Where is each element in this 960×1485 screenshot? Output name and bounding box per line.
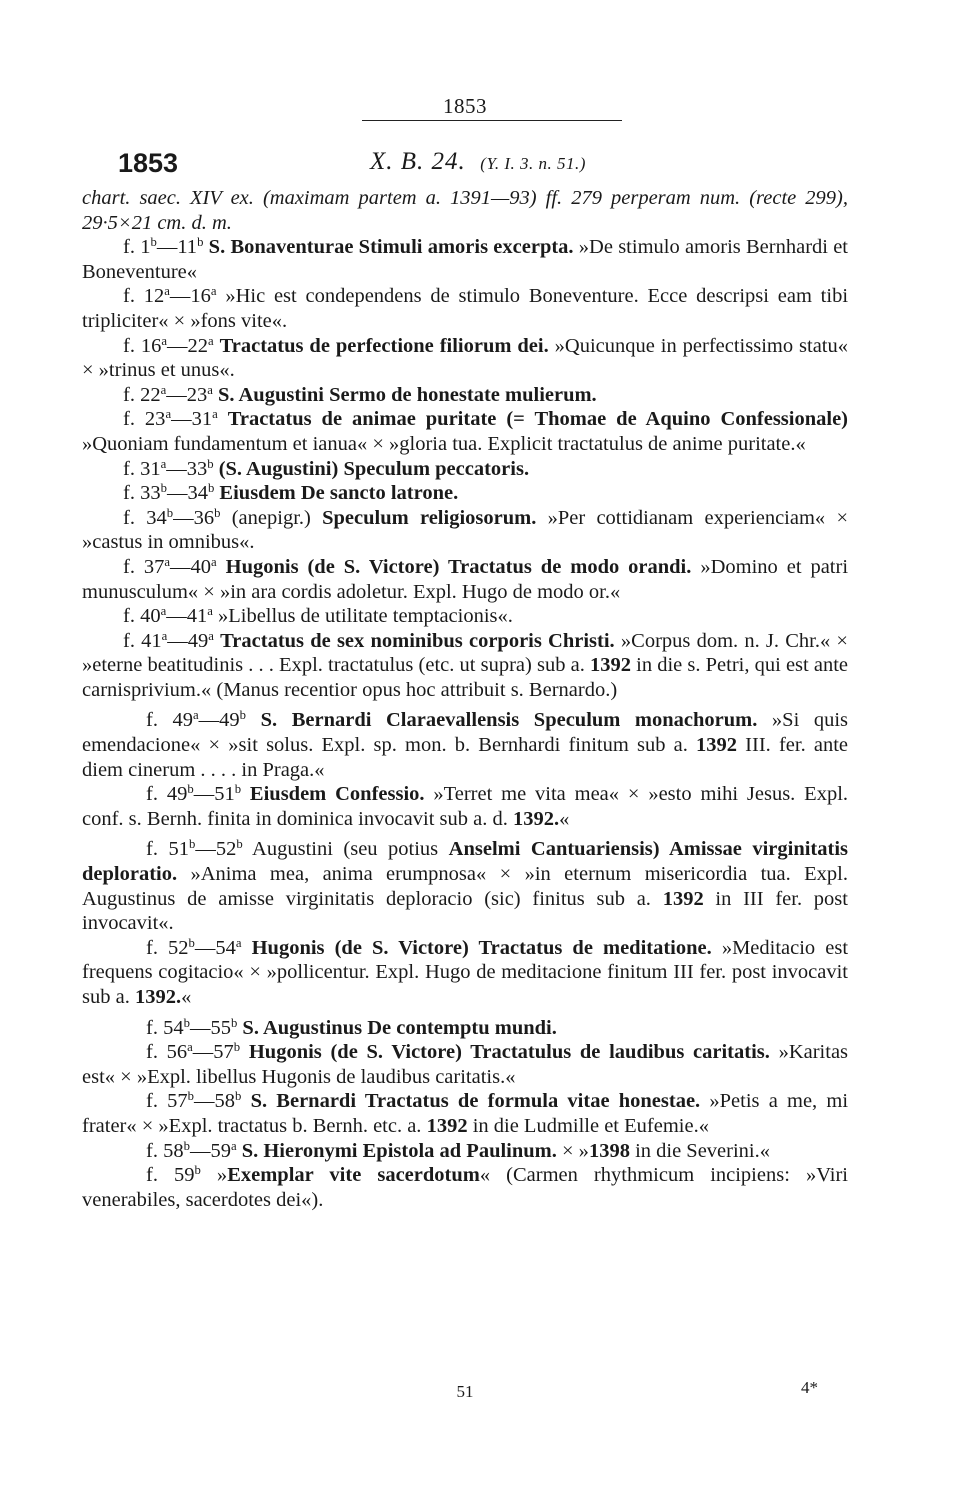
- entry-text: »De stimulo amoris Bernhardi et Boneventure«: [82, 236, 848, 283]
- folio-side: a: [160, 382, 167, 397]
- folio-side: a: [164, 284, 170, 299]
- folio-side: b: [166, 505, 174, 520]
- entry-title: S. Hieronymi Epistola ad Paulinum.: [241, 1139, 557, 1162]
- shelfmark: [370, 148, 586, 176]
- folio-side: b: [183, 1138, 190, 1153]
- entry-title: Eiusdem Confessio.: [249, 783, 425, 806]
- signature-mark: 4*: [801, 1378, 818, 1397]
- folio-side: a: [160, 604, 167, 619]
- shelfmark-current: X. B. 24.: [370, 148, 466, 175]
- entry-text: [240, 1041, 249, 1063]
- folio-side: a: [161, 628, 168, 643]
- entry-text: f. 57: [146, 1090, 188, 1113]
- shelfmark-old: (Y. I. 3. n. 51.): [480, 154, 586, 173]
- entry-title: (S. Augustini) Speculum peccatoris.: [218, 457, 530, 480]
- manuscript-description: [82, 186, 848, 1212]
- folio-side: a: [208, 628, 214, 643]
- entry-text: [242, 937, 252, 959]
- entry-text: III. fer. ante diem cinerum . . . . in Praga.«: [82, 734, 849, 781]
- folio-side: b: [188, 837, 196, 852]
- content-entry: [82, 782, 848, 831]
- entry-text: —41: [166, 605, 208, 628]
- entry-text: f. 56: [146, 1041, 188, 1064]
- entry-text: »Karitas est« × »Expl. libellus Hugonis de laudibus caritatis.«: [82, 1041, 849, 1088]
- entry-title: 1392.: [512, 807, 560, 830]
- content-entry: [82, 506, 848, 555]
- entry-text: f. 1: [123, 236, 151, 259]
- folio-side: a: [207, 382, 213, 397]
- folio-side: b: [187, 1089, 195, 1104]
- entry-text: »Domino et patri munusculum« × »in ara cordis adoletur. Expl. Hugo de modo or.«: [82, 555, 849, 603]
- folio-side: b: [160, 481, 167, 496]
- entry-text: f. 23: [123, 408, 166, 431]
- entry-text: f. 12: [123, 285, 165, 308]
- entry-title: Eiusdem De sancto latrone.: [219, 482, 459, 505]
- folio-side: a: [208, 333, 214, 348]
- entry-title: Exemplar vite sacerdotum: [227, 1164, 480, 1187]
- content-entry: [82, 383, 848, 408]
- entry-text: «: [559, 807, 570, 830]
- folio-side: b: [236, 837, 243, 852]
- entry-text: —49: [198, 709, 240, 732]
- folio-side: a: [187, 1040, 193, 1055]
- content-entry: [82, 1089, 848, 1138]
- manuscript-heading: [82, 148, 848, 182]
- folio-side: b: [207, 481, 215, 496]
- entry-text: [246, 709, 261, 731]
- entry-title: 1392: [589, 654, 631, 677]
- entry-text: f. 51: [146, 838, 189, 861]
- entry-text: f. 52: [146, 936, 189, 959]
- entry-text: »Libellus de utilitate temptacionis«.: [212, 605, 513, 628]
- entry-title: S. Bonaventurae Stimuli amoris excerpta.: [208, 236, 574, 259]
- entry-text: —23: [166, 383, 208, 406]
- entry-title: Hugonis (de S. Victore) Tractatus de modo orandi.: [225, 555, 692, 578]
- entry-text: f. 22: [123, 383, 161, 406]
- entry-text: »Petis a me, mi frater« × »Expl. tractatus b. Bernh. etc. a.: [82, 1090, 849, 1137]
- entry-text: × »: [556, 1139, 589, 1162]
- content-entry: [82, 936, 848, 1010]
- folio-side: a: [164, 554, 171, 569]
- entry-title: 1392: [426, 1114, 468, 1137]
- entry-text: —55: [189, 1016, 231, 1039]
- folio-side: a: [207, 604, 213, 619]
- page: [82, 0, 848, 1485]
- contents-list: [82, 235, 848, 1212]
- entry-text: [218, 408, 228, 430]
- folio-side: b: [183, 1015, 190, 1030]
- content-entry: [82, 481, 848, 506]
- entry-text: »Terret me vita mea« × »esto mihi Jesus. Expl. conf. s. Bernh. finita in dominica invocavit sub a. d.: [82, 783, 849, 830]
- entry-text: in die Severini.«: [629, 1139, 770, 1162]
- entry-text: Augustini (seu potius: [242, 838, 449, 861]
- entry-text: —59: [189, 1139, 231, 1162]
- entry-title: S. Augustini Sermo de honestate mulierum.: [217, 383, 597, 406]
- folio-side: b: [230, 1015, 238, 1030]
- entry-text: —31: [171, 408, 213, 431]
- content-entry: [82, 407, 848, 456]
- entry-title: S. Bernardi Claraevallensis Speculum monachorum.: [260, 709, 758, 732]
- entry-text: —36: [173, 506, 215, 529]
- folio-side: a: [230, 1138, 237, 1153]
- entry-text: «: [181, 986, 192, 1008]
- entry-text: f. 31: [123, 457, 161, 480]
- folio-side: a: [161, 333, 168, 348]
- folio-side: b: [194, 1163, 201, 1178]
- content-entry: [82, 334, 848, 383]
- entry-text: in III fer. post invocavit«.: [82, 887, 848, 935]
- entry-text: —40: [170, 555, 212, 578]
- folio-side: b: [214, 505, 221, 520]
- manuscript-number: 1853: [118, 148, 179, 178]
- folio-side: b: [235, 1089, 242, 1104]
- entry-title: 1392.: [134, 986, 182, 1008]
- content-entry: [82, 1040, 848, 1089]
- content-entry: [82, 555, 848, 604]
- entry-text: »Hic est condependens de stimulo Boneventure. Ecce descripsi eam tibi tripliciter« × »fons vite«.: [82, 285, 849, 332]
- content-entry: [82, 457, 848, 482]
- entry-text: f. 16: [123, 334, 162, 357]
- content-entry: [82, 837, 848, 935]
- entry-title: S. Bernardi Tractatus de formula vitae honestae.: [250, 1090, 701, 1113]
- content-entry: [82, 1139, 848, 1164]
- content-entry: [82, 1016, 848, 1041]
- folio-side: a: [212, 407, 218, 422]
- entry-text: —22: [167, 334, 209, 357]
- running-head-rule: [362, 120, 622, 121]
- entry-text: « (Carmen rhythmicum incipiens: »Viri venerabiles, sacerdotes dei«).: [82, 1164, 849, 1211]
- entry-title: Anselmi Cantuariensis) Amissae virginitatis deploratio.: [82, 838, 849, 886]
- page-number: 51: [456, 1382, 474, 1401]
- entry-text: —51: [193, 783, 235, 806]
- entry-text: »Si quis emendacione« × »sit solus. Expl. sp. mon. b. Bernhardi finitum sub a.: [82, 709, 849, 757]
- entry-text: f. 34: [123, 506, 167, 529]
- entry-text: —57: [192, 1041, 234, 1064]
- entry-text: [217, 556, 226, 578]
- entry-text: »Anima mea, anima erumpnosa« × »in eternum misericordia tua. Expl. Augustinus de amisse virginitatis deploracio (sic) finitus sub a.: [82, 863, 848, 910]
- folio-side: b: [188, 935, 195, 950]
- content-entry: [82, 235, 848, 284]
- folio-side: b: [197, 235, 204, 250]
- entry-text: f. 58: [146, 1139, 184, 1162]
- entry-text: —52: [195, 838, 237, 861]
- entry-text: »: [200, 1164, 228, 1187]
- entry-title: Speculum religiosorum.: [322, 506, 537, 529]
- entry-text: —11: [156, 236, 198, 259]
- folio-side: b: [239, 708, 247, 723]
- entry-title: 1392: [662, 887, 704, 910]
- entry-title: Hugonis (de S. Victore) Tractatulus de laudibus caritatis.: [248, 1041, 770, 1064]
- folio-side: b: [233, 1040, 241, 1055]
- physical-description: chart. saec. XIV ex. (maximam partem a. 1391—93) ff. 279 perperam num. (recte 299), 29·5×21 cm. d. m.: [82, 187, 848, 234]
- content-entry: [82, 708, 848, 782]
- entry-title: Hugonis (de S. Victore) Tractatus de meditatione.: [251, 936, 712, 959]
- folio-side: b: [187, 782, 194, 797]
- entry-text: [241, 783, 250, 805]
- entry-title: 1392: [696, 734, 738, 757]
- entry-text: —58: [194, 1090, 236, 1113]
- folio-side: a: [210, 284, 217, 299]
- entry-text: f. 37: [123, 555, 165, 578]
- content-entry: [82, 1163, 848, 1212]
- entry-title: 1398: [588, 1139, 630, 1162]
- entry-text: »Meditacio est frequens cogitacio« × »pollicentur. Expl. Hugo de meditacione finitum III fer. post invocavit sub a.: [82, 936, 849, 1008]
- entry-text: —54: [194, 936, 236, 959]
- entry-text: »Corpus dom. n. J. Chr.« × »eterne beatitudinis . . . Expl. tractatulus (etc. ut supra) sub a.: [82, 629, 848, 677]
- entry-text: »Per cottidianam experienciam« × »castus in omnibus«.: [82, 506, 848, 554]
- entry-text: f. 40: [123, 605, 161, 628]
- folio-side: a: [193, 708, 199, 723]
- entry-text: f. 41: [123, 629, 162, 652]
- entry-text: —49: [167, 629, 209, 652]
- entry-text: —33: [166, 457, 208, 480]
- content-entry: [82, 629, 848, 703]
- entry-text: [241, 1090, 250, 1112]
- folio-side: a: [160, 456, 167, 471]
- entry-text: »Quicunque in perfectissimo statu« × »trinus et unus«.: [82, 334, 848, 382]
- entry-text: in die s. Petri, qui est ante carnisprivium.« (Manus recentior opus hoc attribuit s. Bernardo.): [82, 654, 849, 701]
- entry-text: f. 49: [146, 709, 194, 732]
- entry-title: Tractatus de animae puritate (= Thomae de Aquino Confessionale): [227, 408, 849, 431]
- folio-side: a: [235, 935, 242, 950]
- entry-text: f. 59: [146, 1164, 195, 1187]
- entry-text: in die Ludmille et Eufemie.«: [467, 1114, 709, 1137]
- content-entry: [82, 284, 848, 333]
- entry-text: (anepigr.): [220, 506, 323, 529]
- content-entry: [82, 604, 848, 629]
- folio-side: b: [207, 456, 214, 471]
- entry-text: f. 49: [146, 783, 188, 806]
- entry-text: f. 33: [123, 482, 161, 505]
- folio-side: b: [234, 782, 242, 797]
- entry-text: »Quoniam fundamentum et ianua« × »gloria tua. Explicit tractatulus de anime puritate.«: [82, 432, 806, 455]
- entry-title: S. Augustinus De contemptu mundi.: [242, 1016, 557, 1039]
- entry-title: Tractatus de sex nominibus corporis Christi.: [220, 629, 615, 652]
- folio-side: a: [211, 554, 217, 569]
- entry-title: Tractatus de perfectione filiorum dei.: [219, 334, 549, 357]
- entry-text: —34: [166, 482, 208, 505]
- entry-text: f. 54: [146, 1016, 184, 1039]
- entry-text: —16: [169, 285, 211, 308]
- running-head: 1853: [443, 94, 487, 118]
- folio-side: a: [165, 407, 172, 422]
- folio-side: b: [150, 235, 157, 250]
